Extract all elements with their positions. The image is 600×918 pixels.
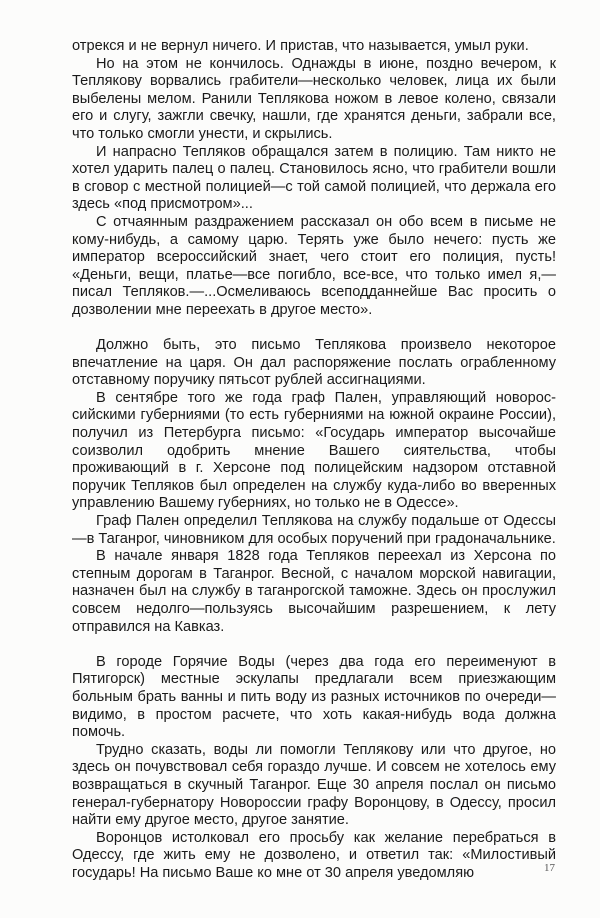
paragraph-3: И напрасно Тепляков обращался затем в полицию. Там никто не хотел ударить палец о палец. Становилось ясно, что грабители вошли в сговор с местной полицией—с той самой полицией, что держала его здесь «под присмотром»... xyxy=(72,143,556,213)
paragraph-1: отрекся и не вернул ничего. И пристав, что называется, умыл руки. xyxy=(72,38,529,54)
paragraph-9: В городе Горячие Воды (через два года его переименуют в Пятигорск) местные эскулапы предлагали всем приезжающим больным брать ванны и пить воду из разных источников по очереди— видимо, в простом расчете, что хоть какая-нибудь вода должна помочь. xyxy=(72,653,556,741)
body-text xyxy=(72,38,556,883)
page-number: 17 xyxy=(544,862,555,874)
paragraph-10: Трудно сказать, воды ли помогли Теплякову или что другое, но здесь он почувствовал себя гораздо лучше. И совсем не хотелось ему возвращаться в скучный Таганрог. Еще 30 апреля послал он письмо генерал-губернатору Новороссии графу Воронцову, в Одессу, просил найти ему другое место, другое занятие. xyxy=(72,741,556,829)
paragraph-7: Граф Пален определил Теплякова на службу подальше от Одессы—в Таганрог, чиновником для особых поручений при градоначальнике. xyxy=(72,513,556,547)
paragraph-4: С отчаянным раздражением рассказал он обо всем в письме не кому-нибудь, а самому царю. Терять уже было нечего: пусть же император всероссийский знает, чего стоит его полиция, пусть! «Деньги, вещи, платье—все погибло, все-все, что только имел я,— писал Тепляков.—...Осмеливаюсь всеподданнейше Вас просить о дозволении мне переехать в другое место». xyxy=(72,213,556,318)
paragraph-11: Воронцов истолковал его просьбу как желание перебраться в Одессу, где жить ему не дозволено, и ответил так: «Милостивый государь! На письмо Ваше ко мне от 30 апреля уведомляю xyxy=(72,829,556,881)
paragraph-6: В сентябре того же года граф Пален, управляющий новороссийскими губерниями (то есть губерниями на южной окраине России), получил из Петербурга письмо: «Государь император высочайше соизволил одобрить мнение Вашего сиятельства, чтобы проживающий в г. Херсоне под полицейским надзором отставной поручик Тепляков был определен на службу куда-либо во вверенных управлению Вашему губерниях, но только не в Одессе». xyxy=(72,389,556,512)
paragraph-2: Но на этом не кончилось. Однажды в июне, поздно вечером, к Теплякову ворвались грабители—несколько человек, лица их были выбелены мелом. Ранили Теплякова ножом в левое колено, связали его и слугу, зажгли свечку, нашли, где хранятся деньги, забрали все, что только смогли унести, и скрылись. xyxy=(72,55,556,142)
paragraph-8: В начале января 1828 года Тепляков переехал из Херсона по степным дорогам в Таганрог. Весной, с началом морской навигации, назначен был на службу в таганрогской таможне. Здесь он прослужил совсем недолго—пользуясь высочайшим разрешением, к лету отправился на Кавказ. xyxy=(72,548,556,635)
paragraph-5: Должно быть, это письмо Теплякова произвело некоторое впечатление на царя. Он дал распоряжение послать ограбленному отставному поручику пятьсот рублей ассигнациями. xyxy=(72,337,556,389)
